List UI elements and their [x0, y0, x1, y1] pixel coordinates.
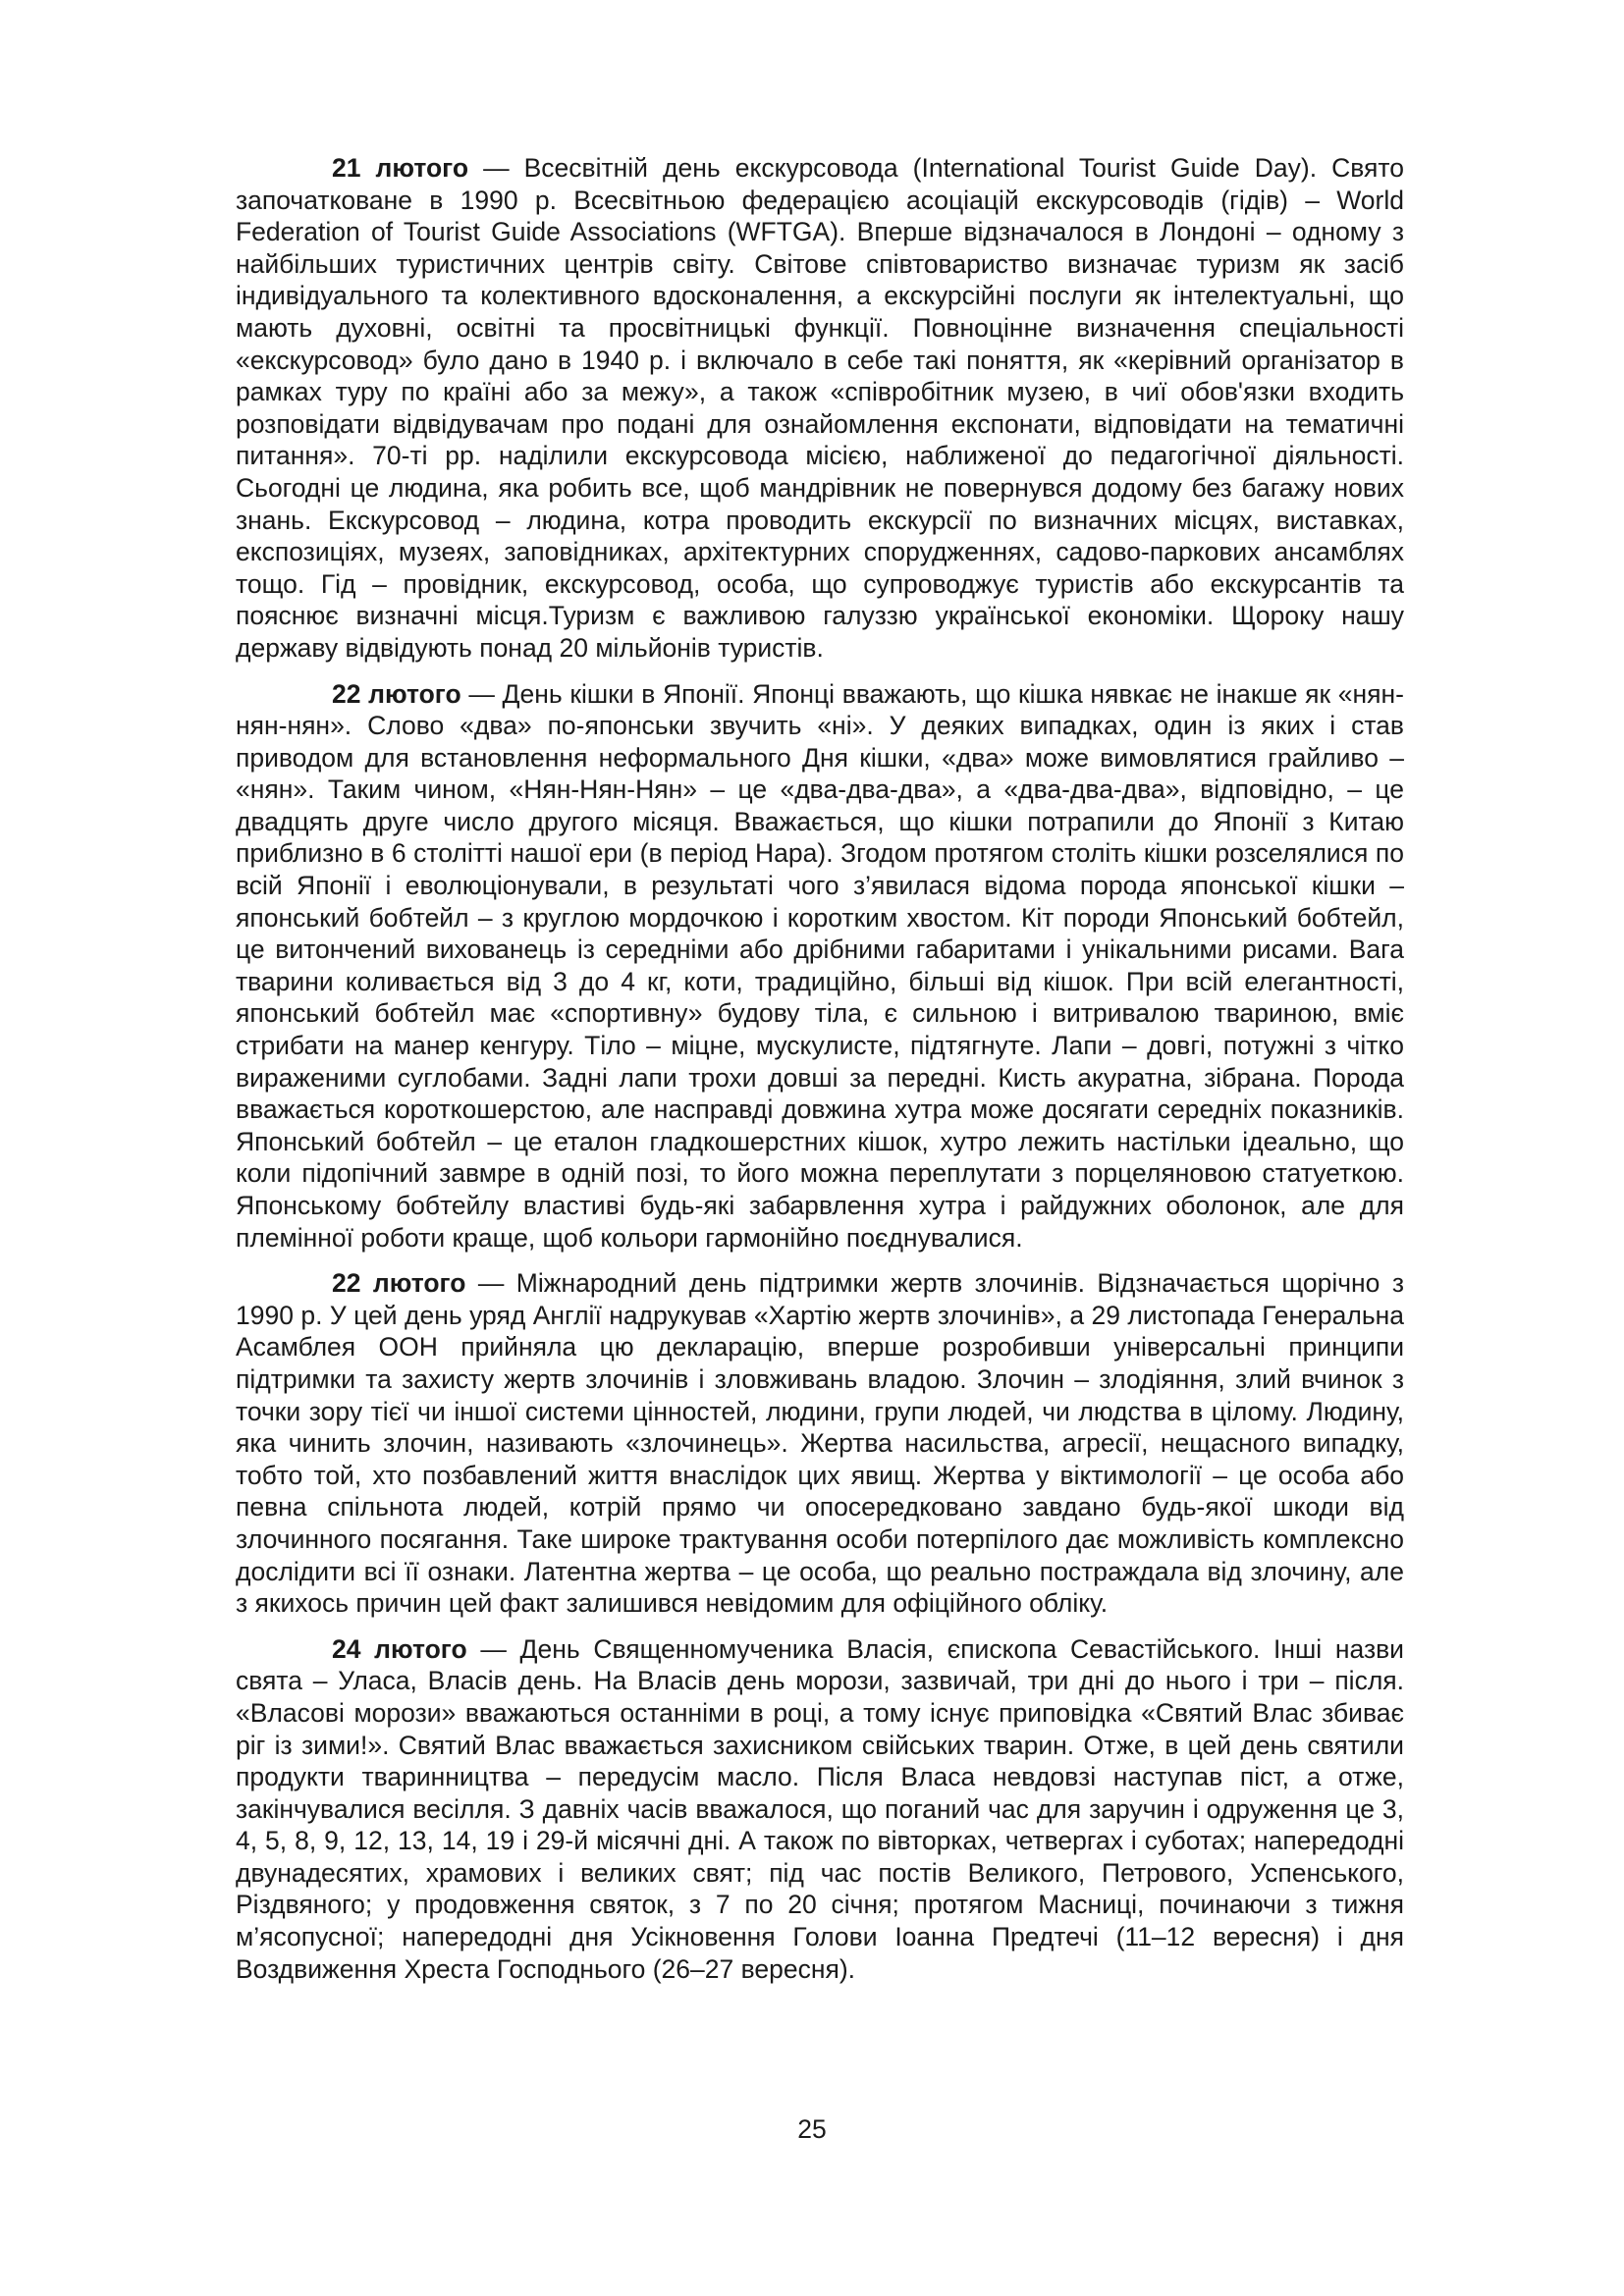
entry-date: 21 лютого [332, 153, 469, 183]
document-body [236, 152, 1404, 1999]
entry-st-vlasii-day [236, 1633, 1404, 1986]
entry-date: 22 лютого [332, 1268, 466, 1299]
entry-date: 22 лютого [332, 678, 461, 709]
entry-guide-day [236, 152, 1404, 665]
entry-crime-victims-day [236, 1267, 1404, 1620]
entry-text: — Всесвітній день екскурсовода (International Tourist Guide Day). Свято започатковане в 1990 р. Всесвітньою федерацією асоціацій екскурсоводів (гідів) – World Federation of Tourist Guide Associations (WFTGA). Вперше відзначалося в Лондоні – одному з найбільших туристичних центрів світу. Світове співтовариство визначає туризм як засіб індивідуального та колективного вдосконалення, а екскурсійні послуги як інтелектуальні, що мають духовні, освітні та просвітницькі функції. Повноцінне визначення спеціальності «екскурсовод» було дано в 1940 р. і включало в себе такі поняття, як «керівний організатор в рамках туру по країні або за межу», а також «співробітник музею, в чиї обов'язки входить розповідати відвідувачам про подані для ознайомлення експонати, відповідати на тематичні питання». 70-ті рр. наділили екскурсовода місією, наближеної до педагогічної діяльності. Сьогодні це людина, яка робить все, щоб мандрівник не повернувся додому без багажу нових знань. Екскурсовод – людина, котра проводить екскурсії по визначних місцях, виставках, експозиціях, музеях, заповідниках, архітектурних спорудженнях, садово-паркових ансамблях тощо. Гід – провідник, екскурсовод, особа, що супроводжує туристів або екскурсантів та пояснює визначні місця.Туризм є важливою галуззю української економіки. Щороку нашу державу відвідують понад 20 мільйонів туристів. [236, 153, 1404, 663]
entry-text: — День кішки в Японії. Японці вважають, що кішка нявкає не інакше як «нян-нян-нян». Слово «два» по-японськи звучить «ні». У деяких випадках, один із яких і став приводом для встановлення неформального Дня кішки, «два» може вимовлятися грайливо – «нян». Таким чином, «Нян-Нян-Нян» – це «два-два-два», а «два-два-два», відповідно, – це двадцять друге число другого місяця. Вважається, що кішки потрапили до Японії з Китаю приблизно в 6 столітті нашої ери (в період Нара). Згодом протягом століть кішки розселялися по всій Японії і еволюціонували, в результаті чого з’явилася відома порода японської кішки – японський бобтейл – з круглою мордочкою і коротким хвостом. Кіт породи Японський бобтейл, це витончений вихованець із середніми або дрібними габаритами і унікальними рисами. Вага тварини коливається від 3 до 4 кг, коти, традиційно, більші від кішок. При всій елегантності, японський бобтейл має «спортивну» будову тіла, є сильною і витривалою твариною, вміє стрибати на манер кенгуру. Тіло – міцне, мускулисте, підтягнуте. Лапи – довгі, потужні з чітко вираженими суглобами. Задні лапи трохи довші за передні. Кисть акуратна, зібрана. Порода вважається короткошерстою, але насправді довжина хутра може досягати середніх показників. Японський бобтейл – це еталон гладкошерстних кішок, хутро лежить настільки ідеально, що коли підопічний завмре в одній позі, то його можна переплутати з порцеляновою статуеткою. Японському бобтейлу властиві будь-які забарвлення хутра і райдужних оболонок, але для племінної роботи краще, щоб кольори гармонійно поєднувалися. [236, 678, 1404, 1253]
entry-text: — День Священномученика Власія, єпископа Севастійського. Інші назви свята – Улаcа, Власів день. На Власів день морози, зазвичай, три дні до нього і три – після. «Власові морози» вважаються останніми в році, а тому існує приповідка «Святий Влас збиває ріг із зими!». Святий Влас вважається захисником свійських тварин. Отже, в цей день святили продукти тваринництва – передусім масло. Після Власа невдовзі наступав піст, а отже, закінчувалися весілля. З давніх часів вважалося, що поганий час для заручин і одруження це 3, 4, 5, 8, 9, 12, 13, 14, 19 і 29-й місячні дні. А також по вівторках, четвергах і суботах; напередодні двунадесятих, храмових і великих свят; під час постів Великого, Петрового, Успенського, Різдвяного; у продовження святок, з 7 по 20 січня; протягом Масниці, починаючи з тижня м’ясопусної; напередодні дня Усікновення Голови Іоанна Предтечі (11–12 вересня) і дня Воздвиження Хреста Господнього (26–27 вересня). [236, 1633, 1404, 1984]
entry-cat-day [236, 678, 1404, 1255]
entry-text: — Міжнародний день підтримки жертв злочинів. Відзначається щорічно з 1990 р. У цей день уряд Англії надрукував «Хартію жертв злочинів», а 29 листопада Генеральна Асамблея ООН прийняла цю декларацію, вперше розробивши універсальні принципи підтримки та захисту жертв злочинів і зловживань владою. Злочин – злодіяння, злий вчинок з точки зору тієї чи іншої системи цінностей, людини, групи людей, чи людства в цілому. Людину, яка чинить злочин, називають «злочинець». Жертва насильства, агресії, нещасного випадку, тобто той, хто позбавлений життя внаслідок цих явищ. Жертва у віктимології – це особа або певна спільнота людей, котрій прямо чи опосередковано завдано будь-якої шкоди від злочинного посягання. Таке широке трактування особи потерпілого дає можливість комплексно дослідити всі її ознаки. Латентна жертва – це особа, що реально постраждала від злочину, але з якихось причин цей факт залишився невідомим для офіційного обліку. [236, 1268, 1404, 1619]
page-number: 25 [797, 2114, 827, 2144]
entry-date: 24 лютого [332, 1633, 467, 1664]
